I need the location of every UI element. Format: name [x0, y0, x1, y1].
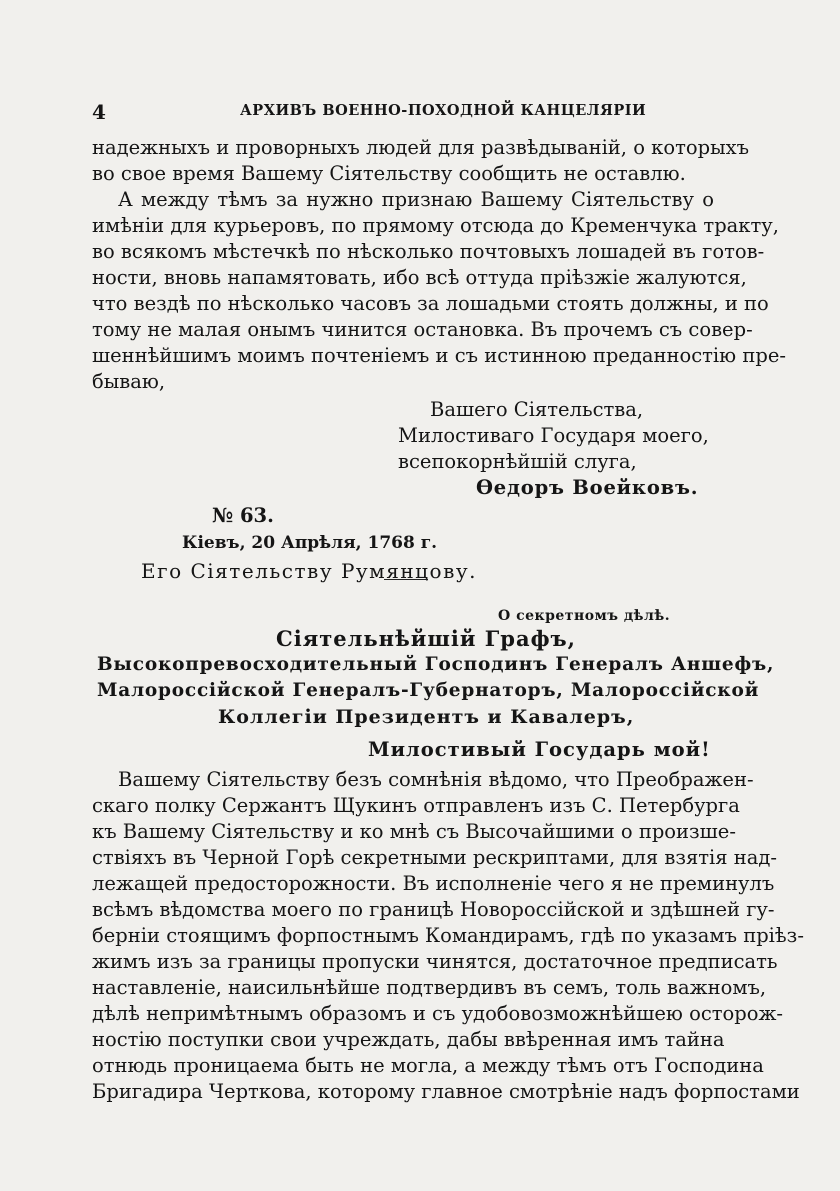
text-line: жимъ изъ за границы пропуски чинятся, достаточное предписать [92, 950, 778, 973]
running-title: АРХИВЪ ВОЕННО-ПОХОДНОЙ КАНЦЕЛЯРІИ [240, 102, 647, 119]
signature-salutation: Милостиваго Государя моего, [398, 424, 709, 447]
signature-closing: всепокорнѣйшiй слуга, [398, 450, 637, 473]
text-line: лежащей предосторожности. Въ исполненiе чего я не преминулъ [92, 872, 775, 895]
text-line: ности, вновь напамятовать, ибо всѣ оттуда прiѣзжiе жалуются, [92, 266, 747, 289]
text-line: Бригадира Черткова, которому главное смотрѣнiе надъ форпостами [92, 1080, 800, 1103]
address-title: Сiятельнѣйшiй Графъ, [276, 626, 576, 651]
text-line: отнюдь проницаема быть не могла, а между тѣмъ отъ Господина [92, 1054, 764, 1077]
letter-recipient: Его Сiятельству Румянцову. [141, 559, 477, 583]
letter-number: № 63. [212, 504, 274, 527]
address-line: Высокопревосходительный Господинъ Генералъ Аншефъ, [97, 654, 775, 675]
text-line: ствiяхъ въ Черной Горѣ секретными рескриптами, для взятiя над- [92, 846, 778, 869]
text-line: всѣмъ вѣдомства моего по границѣ Новороссiйской и здѣшней гу- [92, 898, 775, 921]
signature-salutation: Вашего Сiятельства, [430, 398, 644, 421]
text-line: тому не малая онымъ чинится остановка. Въ прочемъ съ совер- [92, 318, 753, 341]
text-line: А между тѣмъ за нужно признаю Вашему Сiятельству о [118, 188, 714, 211]
text-line: во свое время Вашему Сiятельству сообщить не оставлю. [92, 162, 686, 185]
letter-place-date: Кiевъ, 20 Апрѣля, 1768 г. [182, 533, 438, 553]
text-line: что вездѣ по нѣсколько часовъ за лошадьми стоять должны, и по [92, 292, 769, 315]
secret-note: О секретномъ дѣлѣ. [498, 608, 671, 624]
text-line: бываю, [92, 370, 166, 393]
text-line: скаго полку Сержантъ Щукинъ отправленъ изъ С. Петербурга [92, 794, 740, 817]
salutation: Милостивый Государь мой! [368, 738, 711, 761]
text-line: дѣлѣ непримѣтнымъ образомъ и съ удобовозможнѣйшею осторож- [92, 1002, 784, 1025]
address-line: Малороссiйской Генералъ-Губернаторъ, Малороссiйской [97, 680, 760, 701]
separator-rule [384, 579, 428, 580]
text-line: къ Вашему Сiятельству и ко мнѣ съ Высочайшими о произше- [92, 820, 736, 843]
text-line: Вашему Сiятельству безъ сомнѣнiя вѣдомо, что Преображен- [118, 768, 754, 791]
text-line: шеннѣйшимъ моимъ почтенiемъ и съ истинною преданностiю пре- [92, 344, 786, 367]
address-line: Коллегiи Президентъ и Кавалеръ, [218, 706, 635, 728]
text-line: бернiи стоящимъ форпостнымъ Командирамъ, гдѣ по указамъ прiѣз- [92, 924, 804, 947]
text-line: во всякомъ мѣстечкѣ по нѣсколько почтовыхъ лошадей въ готов- [92, 240, 765, 263]
text-line: наставленiе, наисильнѣйше подтвердивъ въ семъ, толь важномъ, [92, 976, 767, 999]
text-line: имѣнiи для курьеровъ, по прямому отсюда до Кременчука тракту, [92, 214, 779, 237]
text-line: надежныхъ и проворныхъ людей для развѣдыванiй, о которыхъ [92, 136, 750, 159]
page-number: 4 [92, 100, 106, 124]
text-line: ностiю поступки свои учреждать, дабы ввѣренная имъ тайна [92, 1028, 725, 1051]
signature-name: Ѳедоръ Воейковъ. [476, 476, 699, 499]
